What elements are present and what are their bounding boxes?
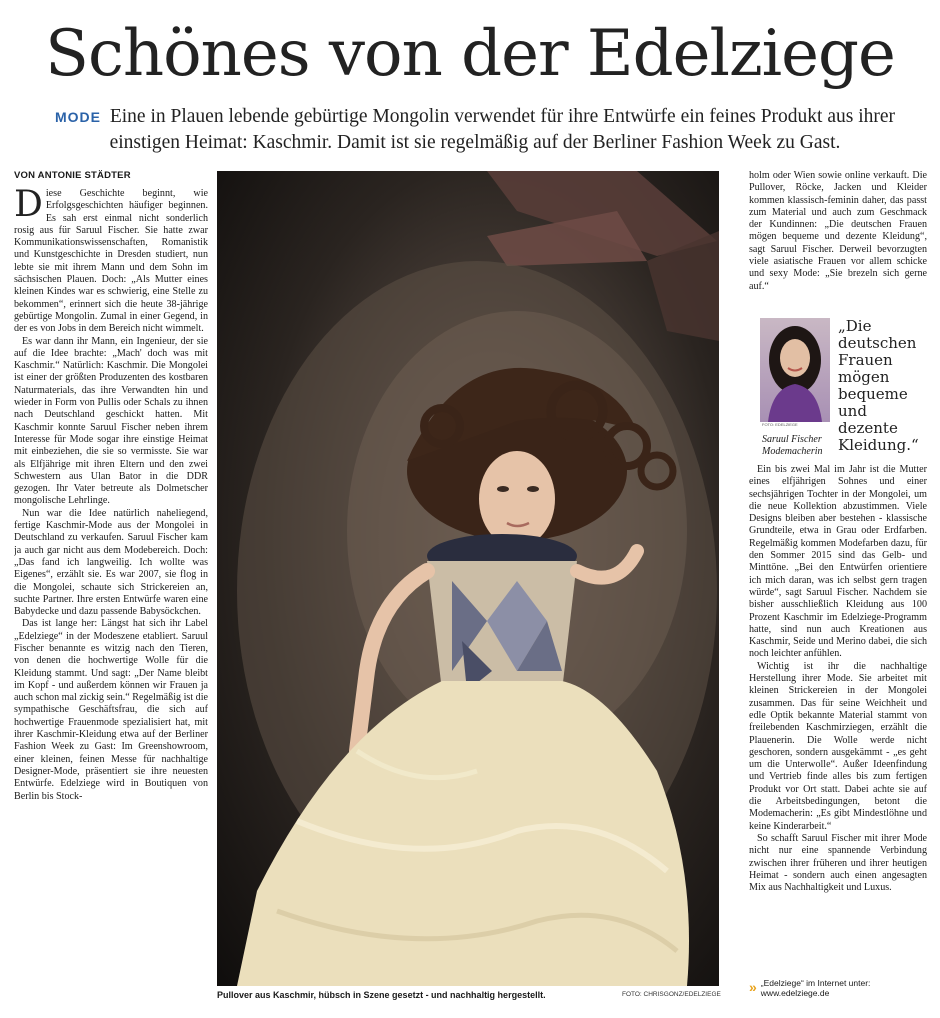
article-column-right-bottom [749, 464, 927, 972]
photo-caption: Pullover aus Kaschmir, hübsch in Szene gesetzt - und nachhaltig hergestellt. [217, 990, 546, 1000]
author-portrait [760, 318, 830, 422]
drop-cap: D [14, 188, 43, 225]
photo-illustration [217, 171, 719, 986]
web-link-url[interactable]: www.edelziege.de [760, 988, 830, 998]
fashion-photo [217, 171, 719, 986]
teaser-text: Eine in Plauen lebende gebürtige Mongolin verwendet für ihre Entwürfe ein feines Produkt aus ihrer einstigen Heimat: Kaschmir. Damit ist sie regelmäßig auf der Berliner Fashion Week zu Gast. [109, 106, 896, 153]
article-paragraph: So schafft Saruul Fischer mit ihrer Mode nicht nur eine spannende Verbindung zwischen ihrer früheren und ihrer heutigen Heimat - sondern auch einen angesagten Mix aus Nachhaltigkeit und Luxus. [749, 832, 927, 894]
headline: Schönes von der Edelziege [45, 17, 895, 91]
photo-credit: FOTO: CHRISGONZ/EDELZIEGE [622, 991, 721, 998]
article-paragraph: Nun war die Idee natürlich naheliegend, fertige Kaschmir-Mode aus der Mongolei in Deutschland zu verkaufen. Saruul Fischer kam ja auch gar nicht aus dem Modebereich. Doch: „Das fand ich langweilig. Ich wollte was Eigenes“, erzählt sie. Es war 2007, sie flog in die Mongolei, schaute sich Strickereien an, suchte Partner. Ihre ersten Entwürfe waren eine Babydecke und dazu passende Babysöckchen. [14, 507, 208, 618]
arrow-icon: » [749, 979, 757, 995]
quote-role: Modemacherin [762, 446, 823, 457]
article-paragraph: holm oder Wien sowie online verkauft. Die Pullover, Röcke, Jacken und Kleider kommen klassisch-feminin daher, das passt zum Material und auch zum Geschmack der Kundinnen: „Die deutschen Frauen mögen bequeme und dezente Kleidung“, sagt Saruul Fischer. Derweil bevorzugten viele asiatische Frauen vor allem schicke und sexy Mode: „Sie brezeln sich gerne auf.“ [749, 170, 927, 292]
article-paragraph: Ein bis zwei Mal im Jahr ist die Mutter eines elfjährigen Sohnes und einer sechsjährigen Tochter in der Mongolei, um die neue Kollektion abzustimmen. Viele Designs bleiben aber bestehen - klassische Grundteile, etwa in Grau oder Erdfarben. Regelmäßig kommen Modefarben dazu, für den Sommer 2015 sind das Gelb- und Minttöne. „Bei den Entwürfen orientiere ich mich daran, was ich selbst gern tragen würde“, sagt Saruul Fischer. Nachdem sie bisher ausschließlich Kleidung aus 100 Prozent Kaschmir im Edelziege-Programm hatte, sind nun auch Kreationen aus Kaschmir, Seide und Merino dabei, die sich noch leichter anfühlen. [749, 464, 927, 660]
web-link-label: „Edelziege“ im Internet unter: [760, 978, 871, 988]
byline: VON ANTONIE STÄDTER [14, 170, 131, 181]
teaser [40, 104, 910, 155]
web-link-box [749, 978, 929, 998]
article-paragraph: Wichtig ist ihr die nachhaltige Herstellung ihrer Mode. Sie arbeitet mit kleinen Strickereien in der Mongolei zusammen. Das für seine Weichheit und edle Optik bekannte Material stammt von freilebenden Kaschmirziegen, erzählt die Plauenerin. Die Wolle werde nicht geschoren, sondern ausgekämmt - „es geht um die Unterwolle“. Außer Ideenfindung und Vertrieb finde alles bis zum fertigen Produkt vor Ort statt. Dabei achte sie auf die Arbeitsbedingungen, betont die Modemacherin: „Es gibt Mindestlöhne und keine Kinderarbeit.“ [749, 660, 927, 832]
quote-name: Saruul Fischer [762, 434, 822, 445]
article-paragraph: Das ist lange her: Längst hat sich ihr Label „Edelziege“ in der Modeszene etabliert. Saruul Fischer benannte es witzig nach den Tieren, von denen die hochwertige Wolle für die Kleidung stammt. Und sagt: „Der Name bleibt im Kopf - und außerdem können wir Frauen ja auch schon mal zickig sein.“ Regelmäßig ist die sympathische Geschäftsfrau, die sich auf hochwertige Frauenmode spezialisiert hat, mit ihrer Kaschmir-Kleidung etwa auf der Berliner Fashion Week zu Gast: Im Greenshowroom, einer kleinen, feinen Messe für nachhaltige Designer-Mode, präsentiert sie ihre neuesten Entwürfe. Edelziege wird in Boutiquen von Berlin bis Stock- [14, 618, 208, 802]
rubric-label: MODE [54, 109, 101, 125]
article-column-right-top [749, 170, 927, 310]
portrait-credit: FOTO: EDELZIEGE [762, 422, 798, 427]
article-paragraph: Es war dann ihr Mann, ein Ingenieur, der sie auf die Idee brachte: „Mach' doch was mit Kaschmir.“ Natürlich: Kaschmir. Die Mongolei ist einer der größten Produzenten des kostbaren Naturmaterials, das ihre Verwandten hin und wieder in Form von Pullis oder Schals zu ihnen nach Deutschland geschickt hatten. Mit Kaschmir konnte Saruul Fischer neben ihrem Interesse für Mode sogar ihre einstige Heimat mit einbeziehen, die sie so vermisste. Sie war als Elfjährige mit ihren Eltern und den zwei Schwestern aus Ulan Bator in die DDR gezogen. Ihr Vater betreute als Dolmetscher mongolische Lehrlinge. [14, 335, 208, 507]
paragraph-text: iese Geschichte beginnt, wie Erfolgsgeschichten häufiger beginnen. Es sah erst einmal nicht sonderlich rosig aus für Saruul Fischer. Sie hatte zwar Kommunikationswissenschaften, Romanistik und Kunstgeschichte in Dresden studiert, nun lebte sie mit ihrem Mann und dem Sohn im sächsischen Plauen. Doch: „Als Mutter eines kleinen Kindes war es schwierig, eine Stelle zu bekommen“, erinnert sich die heute 38-jährige gebürtige Mongolin. Zumal in einer Gegend, in der es von Jobs in dem Bereich nicht wimmelt. [14, 188, 208, 335]
pull-quote: „Die deutschen Frauen mögen bequeme und dezente Kleidung.“ [838, 317, 919, 454]
quote-attribution [762, 434, 823, 458]
article-column-left [14, 188, 208, 1004]
article-paragraph [14, 188, 208, 336]
quote-box [760, 318, 930, 458]
